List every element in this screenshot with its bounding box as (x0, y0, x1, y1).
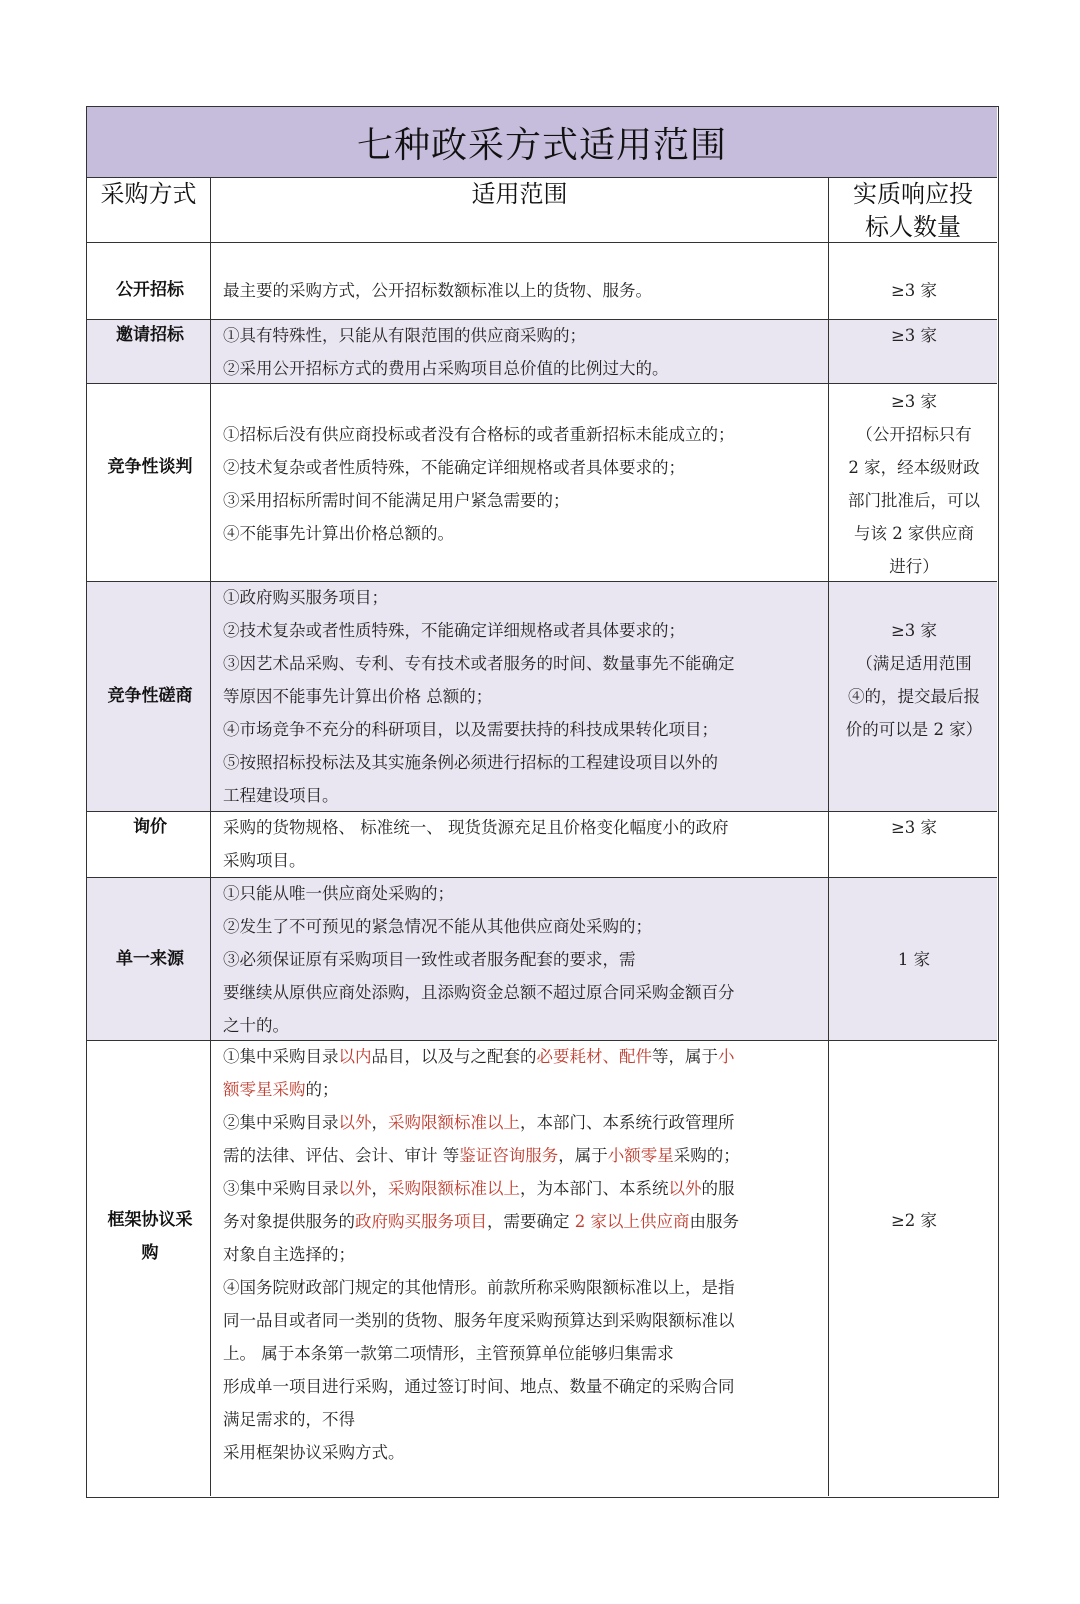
scope-text: 上。 属于本条第一款第二项情形，主管预算单位能够归集需求 (223, 1344, 674, 1363)
count-line: ≥3 家 (890, 281, 938, 300)
scope-line: ①只能从唯一供应商处采购的； (223, 884, 454, 903)
scope-text: ②集中采购目录 (223, 1113, 339, 1132)
count-line: 价的可以是 2 家） (845, 720, 983, 739)
method-invited-tender: 邀请招标 (116, 325, 184, 345)
highlight-text: 以内 (338, 1047, 372, 1066)
scope-line: ⑤按照招标投标法及其实施条例必须进行招标的工程建设项目以外的 (223, 753, 718, 772)
method-line: 购 (141, 1243, 159, 1263)
method-single-source: 单一来源 (116, 949, 184, 969)
scope-text: ， (371, 1179, 388, 1198)
scope-text: 对象自主选择的； (223, 1245, 355, 1264)
policy-table (86, 106, 999, 1498)
count-invited-tender (831, 319, 997, 352)
scope-line (223, 1106, 827, 1139)
scope-competitive-negotiation (223, 418, 827, 550)
scope-line: ③因艺术品采购、专利、专有技术或者服务的时间、数量事先不能确定 (223, 654, 735, 673)
scope-text: 的； (305, 1080, 339, 1099)
scope-line: 采购项目。 (223, 851, 306, 870)
count-line: ≥3 家 (890, 326, 938, 345)
scope-line: ③必须保证原有采购项目一致性或者服务配套的要求，需 (223, 950, 636, 969)
count-line: （公开招标只有 (856, 425, 972, 444)
scope-text: ，本部门、本系统行政管理所 (520, 1113, 735, 1132)
scope-text: 需的法律、评估、会计、审计 等 (223, 1146, 460, 1165)
scope-line: ①招标后没有供应商投标或者没有合格标的或者重新招标未能成立的； (223, 425, 735, 444)
count-inquiry (831, 811, 997, 844)
highlight-text: 小 (718, 1047, 735, 1066)
scope-competitive-consultation (223, 581, 827, 812)
scope-line: ②采用公开招标方式的费用占采购项目总价值的比例过大的。 (223, 359, 669, 378)
count-line: ≥3 家 (890, 621, 938, 640)
scope-text: ，需要确定 (487, 1212, 575, 1231)
header-count (829, 178, 997, 244)
scope-text: ①集中采购目录 (223, 1047, 339, 1066)
scope-line: 采购的货物规格、 标准统一、 现货货源充足且价格变化幅度小的政府 (223, 818, 729, 837)
count-line: ≥3 家 (890, 392, 938, 411)
scope-text: 形成单一项目进行采购，通过签订时间、地点、数量不确定的采购合同 (223, 1377, 735, 1396)
highlight-text: 小额零星 (607, 1146, 674, 1165)
highlight-text: 2 家以上供应商 (574, 1212, 690, 1231)
scope-inquiry (223, 811, 827, 877)
scope-text: 由服务 (689, 1212, 739, 1231)
scope-line (223, 1337, 827, 1370)
scope-line: 最主要的采购方式，公开招标数额标准以上的货物、服务。 (223, 281, 652, 300)
scope-text: 同一品目或者同一类别的货物、服务年度采购预算达到采购限额标准以 (223, 1311, 735, 1330)
scope-text: ④国务院财政部门规定的其他情形。前款所称采购限额标准以上，是指 (223, 1278, 735, 1297)
scope-text: 的服 (701, 1179, 735, 1198)
scope-line: ②发生了不可预见的紧急情况不能从其他供应商处采购的； (223, 917, 652, 936)
count-line: 2 家，经本级财政 (848, 458, 980, 477)
scope-line (223, 1436, 827, 1469)
count-line: （满足适用范围 (856, 654, 972, 673)
count-framework-agreement (831, 1204, 997, 1237)
count-line: 部门批准后，可以 (848, 491, 980, 510)
scope-line: ④市场竞争不充分的科研项目，以及需要扶持的科技成果转化项目； (223, 720, 718, 739)
count-line: 与该 2 家供应商 (854, 524, 974, 543)
count-competitive-consultation (831, 614, 997, 746)
count-line: ④的，提交最后报 (848, 687, 980, 706)
method-competitive-consultation: 竞争性磋商 (107, 686, 193, 706)
page-title: 七种政采方式适用范围 (87, 107, 997, 178)
highlight-text: 必要耗材、配件 (536, 1047, 652, 1066)
scope-line: ②技术复杂或者性质特殊，不能确定详细规格或者具体要求的； (223, 458, 685, 477)
scope-text: 务对象提供服务的 (223, 1212, 355, 1231)
method-competitive-negotiation: 竞争性谈判 (107, 457, 193, 477)
scope-text: 满足需求的，不得 (223, 1410, 355, 1429)
count-line: 进行） (889, 557, 939, 576)
highlight-text: 采购限额标准以上 (388, 1179, 520, 1198)
scope-line: 工程建设项目。 (223, 786, 339, 805)
count-single-source (831, 943, 997, 976)
scope-line (223, 1370, 827, 1403)
scope-text: 采用框架协议采购方式。 (223, 1443, 405, 1462)
scope-open-tender (223, 274, 827, 307)
header-count-line: 实质响应投 (853, 180, 973, 208)
scope-text: 采购的； (673, 1146, 740, 1165)
scope-line (223, 1403, 827, 1436)
scope-line (223, 1205, 827, 1238)
method-framework-agreement (87, 1204, 213, 1270)
header-method: 采购方式 (100, 180, 197, 208)
count-line: ≥3 家 (890, 818, 938, 837)
header-scope: 适用范围 (471, 180, 568, 208)
scope-line (223, 1073, 827, 1106)
count-line: 1 家 (897, 950, 931, 969)
scope-invited-tender (223, 319, 827, 385)
scope-line: ③采用招标所需时间不能满足用户紧急需要的； (223, 491, 570, 510)
scope-text: ， (371, 1113, 388, 1132)
scope-framework-agreement (223, 1040, 827, 1469)
column-divider (828, 177, 829, 1496)
highlight-text: 鉴证咨询服务 (459, 1146, 559, 1165)
header-count-line: 标人数量 (865, 213, 961, 241)
scope-line: 之十的。 (223, 1016, 289, 1035)
scope-single-source (223, 877, 827, 1042)
scope-line (223, 1040, 827, 1073)
method-inquiry: 询价 (133, 817, 167, 837)
scope-line: ②技术复杂或者性质特殊，不能确定详细规格或者具体要求的； (223, 621, 685, 640)
scope-text: ，为本部门、本系统 (520, 1179, 669, 1198)
scope-line: 等原因不能事先计算出价格 总额的； (223, 687, 493, 706)
highlight-text: 以外 (338, 1179, 372, 1198)
scope-line (223, 1139, 827, 1172)
scope-text: ③集中采购目录 (223, 1179, 339, 1198)
scope-text: 等，属于 (652, 1047, 718, 1066)
highlight-text: 额零星采购 (223, 1080, 306, 1099)
count-open-tender (831, 274, 997, 307)
scope-line: ①具有特殊性，只能从有限范围的供应商采购的； (223, 326, 586, 345)
scope-line: ①政府购买服务项目； (223, 588, 388, 607)
count-line: ≥2 家 (890, 1211, 938, 1230)
scope-line (223, 1271, 827, 1304)
highlight-text: 政府购买服务项目 (355, 1212, 487, 1231)
scope-line (223, 1238, 827, 1271)
count-competitive-negotiation (831, 385, 997, 583)
method-open-tender: 公开招标 (116, 280, 184, 300)
scope-line: 要继续从原供应商处添购，且添购资金总额不超过原合同采购金额百分 (223, 983, 735, 1002)
scope-line (223, 1172, 827, 1205)
highlight-text: 以外 (338, 1113, 372, 1132)
scope-text: 品目，以及与之配套的 (371, 1047, 537, 1066)
method-line: 框架协议采 (107, 1210, 193, 1230)
highlight-text: 以外 (668, 1179, 702, 1198)
scope-text: ，属于 (558, 1146, 608, 1165)
scope-line (223, 1304, 827, 1337)
scope-line: ④不能事先计算出价格总额的。 (223, 524, 454, 543)
highlight-text: 采购限额标准以上 (388, 1113, 520, 1132)
